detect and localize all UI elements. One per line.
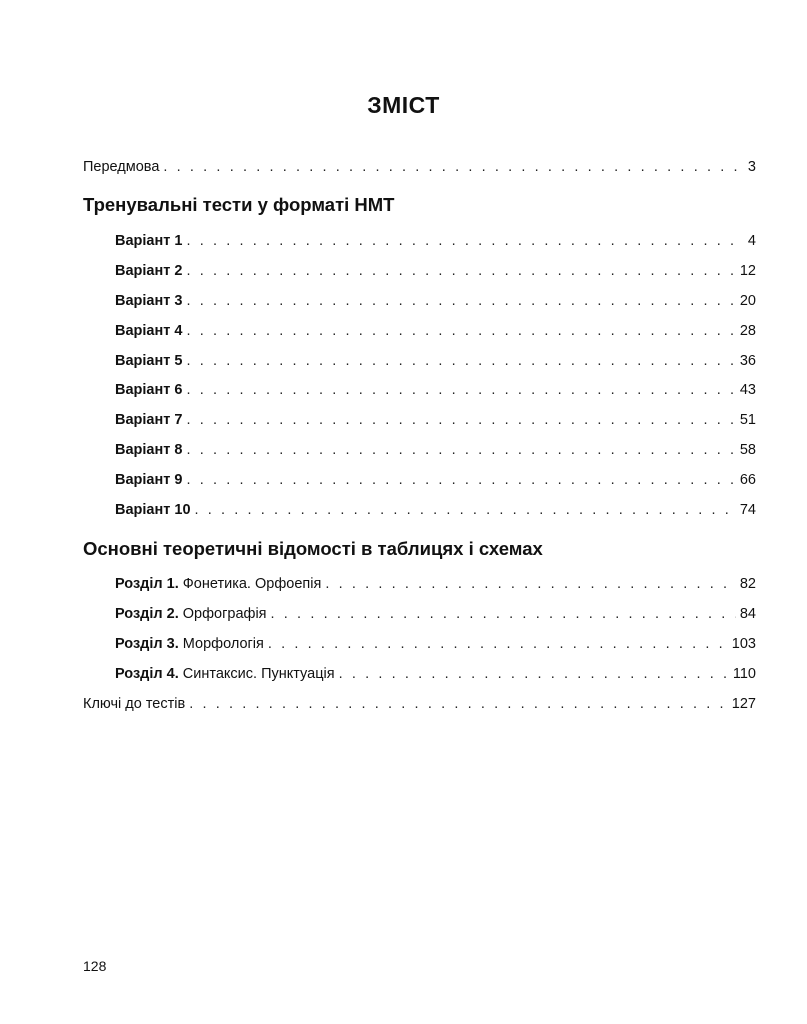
toc-entry-variant-6[interactable]: [115, 380, 756, 400]
toc-entry-label: Передмова: [83, 159, 160, 175]
toc-entry-variant-1[interactable]: [115, 231, 756, 251]
section-heading-training-tests: Тренувальні тести у форматі НМТ: [83, 194, 395, 215]
toc-page-number: 127: [731, 696, 756, 712]
dot-leader: [195, 500, 736, 520]
toc-entry-subtitle: Фонетика. Орфоепія: [182, 576, 322, 592]
dot-leader: [268, 634, 728, 654]
toc-entry-label-group: [115, 664, 335, 684]
toc-entry-label: Варіант 5: [115, 353, 183, 369]
toc-entry-label: Варіант 6: [115, 382, 183, 398]
toc-page-number: 43: [739, 382, 756, 398]
toc-entry-label: Варіант 10: [115, 502, 191, 518]
toc-entry-label: Розділ 4.: [115, 666, 179, 682]
dot-leader: [186, 351, 735, 371]
toc-page-number: 4: [747, 233, 756, 249]
toc-entry-variant-8[interactable]: [115, 440, 756, 460]
toc-entry-chapter-3[interactable]: [115, 634, 756, 654]
dot-leader: [271, 604, 736, 624]
page-title: ЗМІСТ: [367, 92, 440, 118]
toc-page-number: 28: [739, 323, 756, 339]
section-heading-theory: Основні теоретичні відомості в таблицях і схемах: [83, 538, 543, 559]
dot-leader: [163, 157, 744, 177]
toc-entry-subtitle: Синтаксис. Пунктуація: [182, 666, 335, 682]
toc-entry-label: Варіант 3: [115, 293, 183, 309]
toc-entry-variant-3[interactable]: [115, 291, 756, 311]
toc-page-number: 36: [739, 353, 756, 369]
toc-entry-variant-4[interactable]: [115, 321, 756, 341]
toc-page-number: 74: [739, 502, 756, 518]
toc-entry-label: Ключі до тестів: [83, 696, 186, 712]
toc-entry-label: Варіант 4: [115, 323, 183, 339]
toc-entry-label-group: [115, 604, 267, 624]
toc-entry-variant-9[interactable]: [115, 470, 756, 490]
toc-entry-label: Варіант 7: [115, 412, 183, 428]
toc-entry-keys[interactable]: [83, 694, 756, 714]
toc-entry-label: Розділ 3.: [115, 636, 179, 652]
footer-page-number: 128: [83, 958, 107, 974]
toc-entry-chapter-2[interactable]: [115, 604, 756, 624]
toc-entry-label: Розділ 1.: [115, 576, 179, 592]
dot-leader: [189, 694, 728, 714]
toc-entry-label-group: [115, 634, 264, 654]
toc-page-number: 84: [739, 606, 756, 622]
toc-page-number: 3: [747, 159, 756, 175]
toc-page-number: 58: [739, 442, 756, 458]
dot-leader: [186, 410, 735, 430]
toc-page-number: 51: [739, 412, 756, 428]
dot-leader: [186, 440, 735, 460]
toc-entry-chapter-4[interactable]: [115, 664, 756, 684]
toc-page-number: 103: [731, 636, 756, 652]
toc-entry-variant-5[interactable]: [115, 351, 756, 371]
toc-entry-subtitle: Орфографія: [182, 606, 267, 622]
toc-page-number: 82: [739, 576, 756, 592]
toc-entry-label: Варіант 8: [115, 442, 183, 458]
dot-leader: [186, 261, 735, 281]
dot-leader: [186, 231, 743, 251]
toc-entry-label: Варіант 9: [115, 472, 183, 488]
toc-page-number: 110: [732, 666, 756, 682]
toc-entry-variant-2[interactable]: [115, 261, 756, 281]
dot-leader: [339, 664, 729, 684]
dot-leader: [186, 291, 735, 311]
toc-entry-subtitle: Морфологія: [182, 636, 264, 652]
dot-leader: [325, 574, 736, 594]
toc-entry-chapter-1[interactable]: [115, 574, 756, 594]
toc-entry-variant-7[interactable]: [115, 410, 756, 430]
toc-page-number: 66: [739, 472, 756, 488]
toc-entry-label: Розділ 2.: [115, 606, 179, 622]
toc-entry-variant-10[interactable]: [115, 500, 756, 520]
toc-entry-preface[interactable]: [83, 157, 756, 177]
dot-leader: [186, 380, 735, 400]
toc-entry-label: Варіант 1: [115, 233, 183, 249]
dot-leader: [186, 470, 735, 490]
toc-entry-label: Варіант 2: [115, 263, 183, 279]
toc-page-number: 12: [739, 263, 756, 279]
toc-entry-label-group: [115, 574, 321, 594]
dot-leader: [186, 321, 735, 341]
toc-page-number: 20: [739, 293, 756, 309]
